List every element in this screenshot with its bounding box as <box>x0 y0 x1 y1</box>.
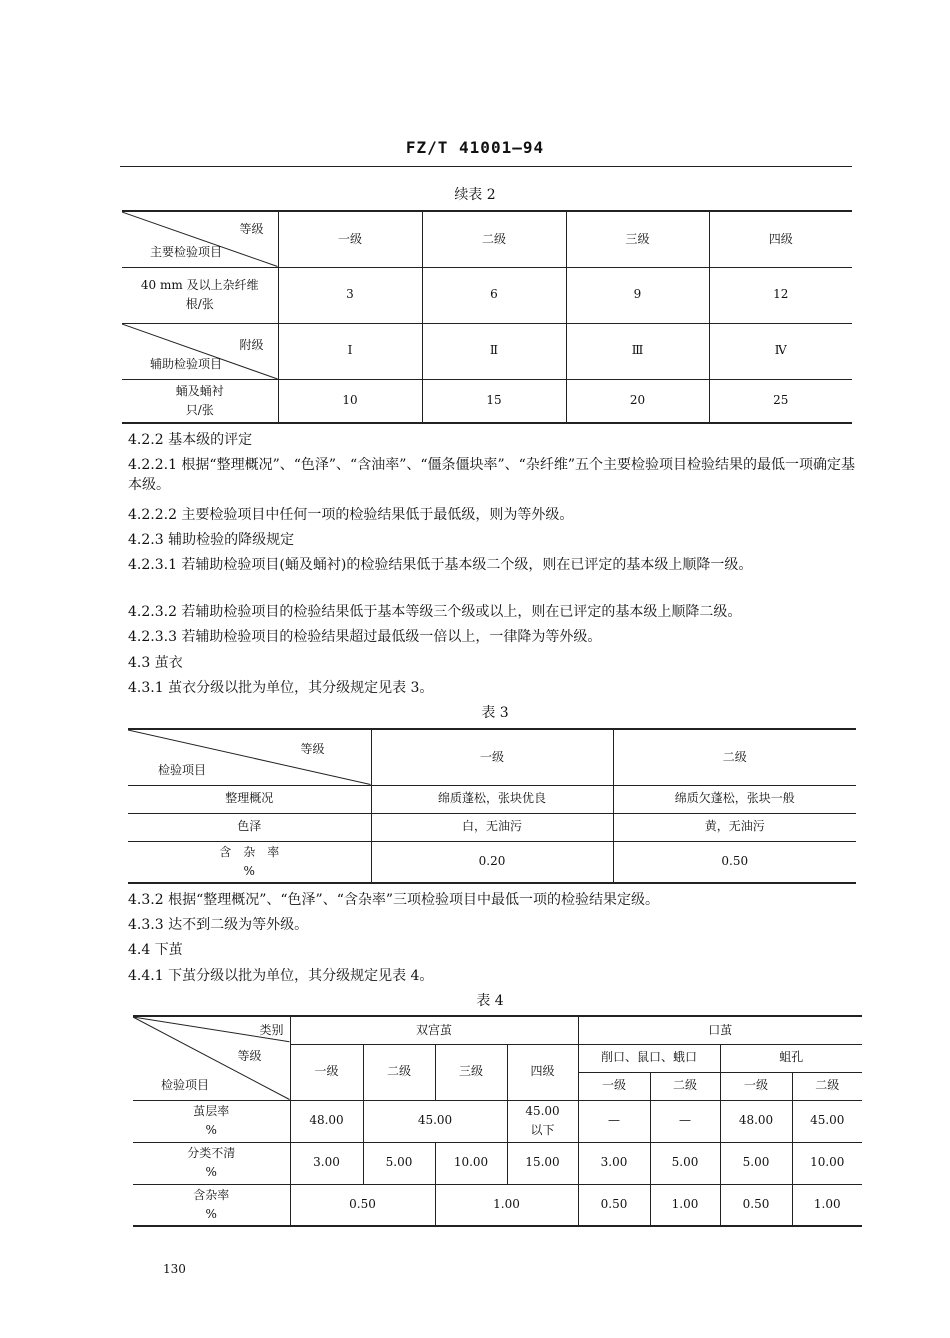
table4-corner-top: 类别 <box>259 1023 284 1037</box>
table4-grade-header: 二级 <box>363 1044 435 1100</box>
para-4-3: 4.3 茧衣 <box>128 655 183 671</box>
table4-corner-bottom: 检验项目 <box>161 1078 210 1093</box>
table4-caption: 表 4 <box>476 993 504 1009</box>
table3-row-label: 含 杂 率 % <box>128 841 371 883</box>
table3-caption: 表 3 <box>481 705 509 721</box>
table4-cell: 1.00 <box>792 1184 862 1226</box>
doc-code-header: FZ/T 41001—94 <box>405 138 545 157</box>
table4-corner-cell <box>133 1016 290 1100</box>
table4-cell: 45.00 以下 <box>507 1100 578 1142</box>
table4-grade-header: 二级 <box>650 1072 720 1100</box>
table4-cell: 3.00 <box>578 1142 650 1184</box>
table2-col-header: 三级 <box>566 211 709 267</box>
table2-corner-top: 等级 <box>239 222 264 236</box>
table3-row-label: 色泽 <box>128 813 371 841</box>
table3-cell: 黄，无油污 <box>613 813 856 841</box>
table2-cell: 20 <box>566 379 709 423</box>
table4-subgroup-header: 削口、鼠口、蛾口 <box>578 1044 720 1072</box>
table2-aux-col-header: Ⅰ <box>278 323 422 379</box>
para-4-2-3-1: 4.2.3.1 若辅助检验项目(蛹及蛹衬)的检验结果低于基本级二个级，则在已评定的基本级上顺降一级。 <box>128 557 753 573</box>
para-4-2-2: 4.2.2 基本级的评定 <box>128 432 253 448</box>
table2-row-label: 40 mm 及以上杂纤维 根/张 <box>122 267 278 323</box>
table4-cell: 45.00 <box>363 1100 507 1142</box>
table3-cell: 绵质蓬松，张块优良 <box>371 785 613 813</box>
table4-cell: 10.00 <box>792 1142 862 1184</box>
table2-aux-corner-top: 附级 <box>239 337 264 352</box>
table4-cell: 10.00 <box>435 1142 507 1184</box>
table4-cell: 48.00 <box>720 1100 792 1142</box>
table4-cell: 5.00 <box>363 1142 435 1184</box>
table4-grade-header: 一级 <box>720 1072 792 1100</box>
table2-cell: 25 <box>709 379 852 423</box>
header-rule <box>120 166 852 167</box>
para-4-2-3-2: 4.2.3.2 若辅助检验项目的检验结果低于基本等级三个级或以上，则在已评定的基本级上顺降二级。 <box>128 604 742 620</box>
table3-col-header: 一级 <box>371 729 613 785</box>
table4-cell: 15.00 <box>507 1142 578 1184</box>
table2-aux-corner-bottom: 辅助检验项目 <box>150 357 223 372</box>
table2-row-label: 蛹及蛹衬 只/张 <box>122 379 278 423</box>
table2-col-header: 二级 <box>422 211 566 267</box>
table2-cell: 6 <box>422 267 566 323</box>
table2-col-header: 四级 <box>709 211 852 267</box>
para-4-3-3: 4.3.3 达不到二级为等外级。 <box>128 917 309 933</box>
table2-cell: 10 <box>278 379 422 423</box>
table4-grade-header: 二级 <box>792 1072 862 1100</box>
table3-cell: 白，无油污 <box>371 813 613 841</box>
table2-col-header: 一级 <box>278 211 422 267</box>
table2-aux-col-header: Ⅱ <box>422 323 566 379</box>
table3-col-header: 二级 <box>613 729 856 785</box>
table4-row-label: 含杂率 % <box>133 1184 290 1226</box>
table4-group-header: 双宫茧 <box>290 1016 578 1044</box>
table4-subgroup-header: 蛆孔 <box>720 1044 862 1072</box>
para-4-2-2-1: 4.2.2.1 根据“整理概况”、“色泽”、“含油率”、“僵条僵块率”、“杂纤维”五个主要检验项目检验结果的最低一项确定基本级。 <box>128 457 855 493</box>
table4-cell: 0.50 <box>720 1184 792 1226</box>
table3-corner-cell <box>128 729 371 785</box>
table4-row-label: 分类不清 % <box>133 1142 290 1184</box>
table4-group-header: 口茧 <box>578 1016 862 1044</box>
table2-aux-col-header: Ⅳ <box>709 323 852 379</box>
para-4-3-1: 4.3.1 茧衣分级以批为单位，其分级规定见表 3。 <box>128 680 434 696</box>
table4-cell: 3.00 <box>290 1142 363 1184</box>
page-number: 130 <box>163 1262 186 1276</box>
table3-cell: 0.20 <box>371 841 613 883</box>
table4-grade-header: 一级 <box>290 1044 363 1100</box>
table2-corner-bottom: 主要检验项目 <box>150 245 223 260</box>
table4-cell: 48.00 <box>290 1100 363 1142</box>
table4-cell: 45.00 <box>792 1100 862 1142</box>
table4-grade-header: 三级 <box>435 1044 507 1100</box>
table2-cell: 3 <box>278 267 422 323</box>
table3 <box>128 728 856 884</box>
para-4-4: 4.4 下茧 <box>128 942 183 958</box>
table4-cell: 5.00 <box>720 1142 792 1184</box>
table4-cell: 1.00 <box>435 1184 578 1226</box>
para-4-2-2-2: 4.2.2.2 主要检验项目中任何一项的检验结果低于最低级，则为等外级。 <box>128 507 574 523</box>
table3-corner-bottom: 检验项目 <box>158 763 207 778</box>
table4-cell: — <box>650 1100 720 1142</box>
table2-aux-col-header: Ⅲ <box>566 323 709 379</box>
table4 <box>133 1015 862 1227</box>
para-4-2-3-3: 4.2.3.3 若辅助检验项目的检验结果超过最低级一倍以上，一律降为等外级。 <box>128 629 602 645</box>
table2-cell: 12 <box>709 267 852 323</box>
table2 <box>122 210 852 424</box>
table2-caption: 续表 2 <box>454 187 496 203</box>
table4-cell: 0.50 <box>290 1184 435 1226</box>
table4-corner-mid: 等级 <box>237 1049 262 1063</box>
table2-cell: 9 <box>566 267 709 323</box>
table2-aux-corner-cell <box>122 323 278 379</box>
table3-row-label: 整理概况 <box>128 785 371 813</box>
table4-cell: 5.00 <box>650 1142 720 1184</box>
table3-cell: 0.50 <box>613 841 856 883</box>
table2-corner-cell <box>122 211 278 267</box>
para-4-4-1: 4.4.1 下茧分级以批为单位，其分级规定见表 4。 <box>128 968 434 984</box>
table4-cell: — <box>578 1100 650 1142</box>
table4-cell: 1.00 <box>650 1184 720 1226</box>
para-4-3-2: 4.3.2 根据“整理概况”、“色泽”、“含杂率”三项检验项目中最低一项的检验结果定级。 <box>128 892 660 908</box>
table4-cell: 0.50 <box>578 1184 650 1226</box>
table2-cell: 15 <box>422 379 566 423</box>
table3-corner-top: 等级 <box>300 742 325 756</box>
para-4-2-3: 4.2.3 辅助检验的降级规定 <box>128 532 295 548</box>
table4-row-label: 茧层率 % <box>133 1100 290 1142</box>
table4-grade-header: 一级 <box>578 1072 650 1100</box>
table4-grade-header: 四级 <box>507 1044 578 1100</box>
table3-cell: 绵质欠蓬松，张块一般 <box>613 785 856 813</box>
